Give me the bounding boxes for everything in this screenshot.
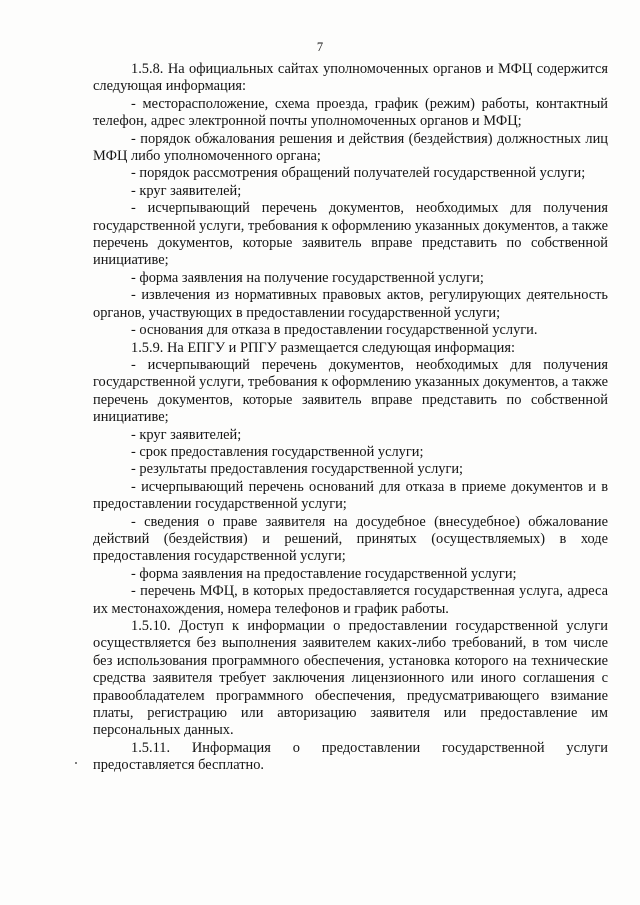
list-item: - сведения о праве заявителя на досудебное (внесудебное) обжалование действий (бездействия) и решений, принятых (осуществляемых) в ходе предоставления государственной услуги;: [93, 513, 608, 565]
paragraph-1-5-9: 1.5.9. На ЕПГУ и РПГУ размещается следующая информация:: [131, 339, 515, 356]
list-item: - перечень МФЦ, в которых предоставляется государственная услуга, адреса их местонахождения, номера телефонов и график работы.: [93, 583, 608, 617]
list-item: - исчерпывающий перечень оснований для отказа в приеме документов и в предоставлении государственной услуги;: [93, 478, 608, 513]
paragraph-1-5-11: 1.5.11. Информация о предоставлении государственной услуги предоставляется бесплатно.: [93, 739, 608, 774]
list-item: - круг заявителей;: [131, 182, 242, 199]
page-number: 7: [316, 40, 324, 54]
document-body: [93, 61, 608, 775]
list-item: - результаты предоставления государственной услуги;: [131, 461, 464, 478]
list-item: - исчерпывающий перечень документов, необходимых для получения государственной услуги, требования к оформлению указанных документов, а также перечень документов, которые заявитель вправе представить по собственной инициативе;: [93, 200, 608, 269]
list-item: - срок предоставления государственной услуги;: [131, 443, 424, 460]
paragraph-1-5-8: 1.5.8. На официальных сайтах уполномоченных органов и МФЦ содержится следующая информация:: [93, 61, 608, 95]
list-item: - форма заявления на предоставление государственной услуги;: [131, 565, 517, 582]
list-item: - порядок рассмотрения обращений получателей государственной услуги;: [131, 165, 586, 182]
scan-speck: [75, 762, 77, 764]
list-item: - извлечения из нормативных правовых актов, регулирующих деятельность органов, участвующих в предоставлении государственной услуги;: [93, 287, 608, 321]
list-item: - форма заявления на получение государственной услуги;: [131, 269, 484, 286]
paragraph-1-5-10: 1.5.10. Доступ к информации о предоставлении государственной услуги осуществляется без выполнения заявителем каких-либо требований, в том числе без использования программного обеспечения, установка которого на технические средства заявителя требует заключения лицензионного или иного соглашения с правообладателем программного обеспечения, предусматривающего взимание платы, регистрацию или авторизацию заявителя или предоставление им персональных данных.: [93, 618, 608, 739]
list-item: - исчерпывающий перечень документов, необходимых для получения государственной услуги, требования к оформлению указанных документов, а также перечень документов, которые заявитель вправе представить по собственной инициативе;: [93, 356, 608, 426]
list-item: - порядок обжалования решения и действия (бездействия) должностных лиц МФЦ либо уполномоченного органа;: [93, 130, 608, 165]
list-item: - основания для отказа в предоставлении государственной услуги.: [131, 322, 538, 339]
list-item: - круг заявителей;: [131, 426, 242, 443]
list-item: - месторасположение, схема проезда, график (режим) работы, контактный телефон, адрес электронной почты уполномоченных органов и МФЦ;: [93, 95, 608, 130]
